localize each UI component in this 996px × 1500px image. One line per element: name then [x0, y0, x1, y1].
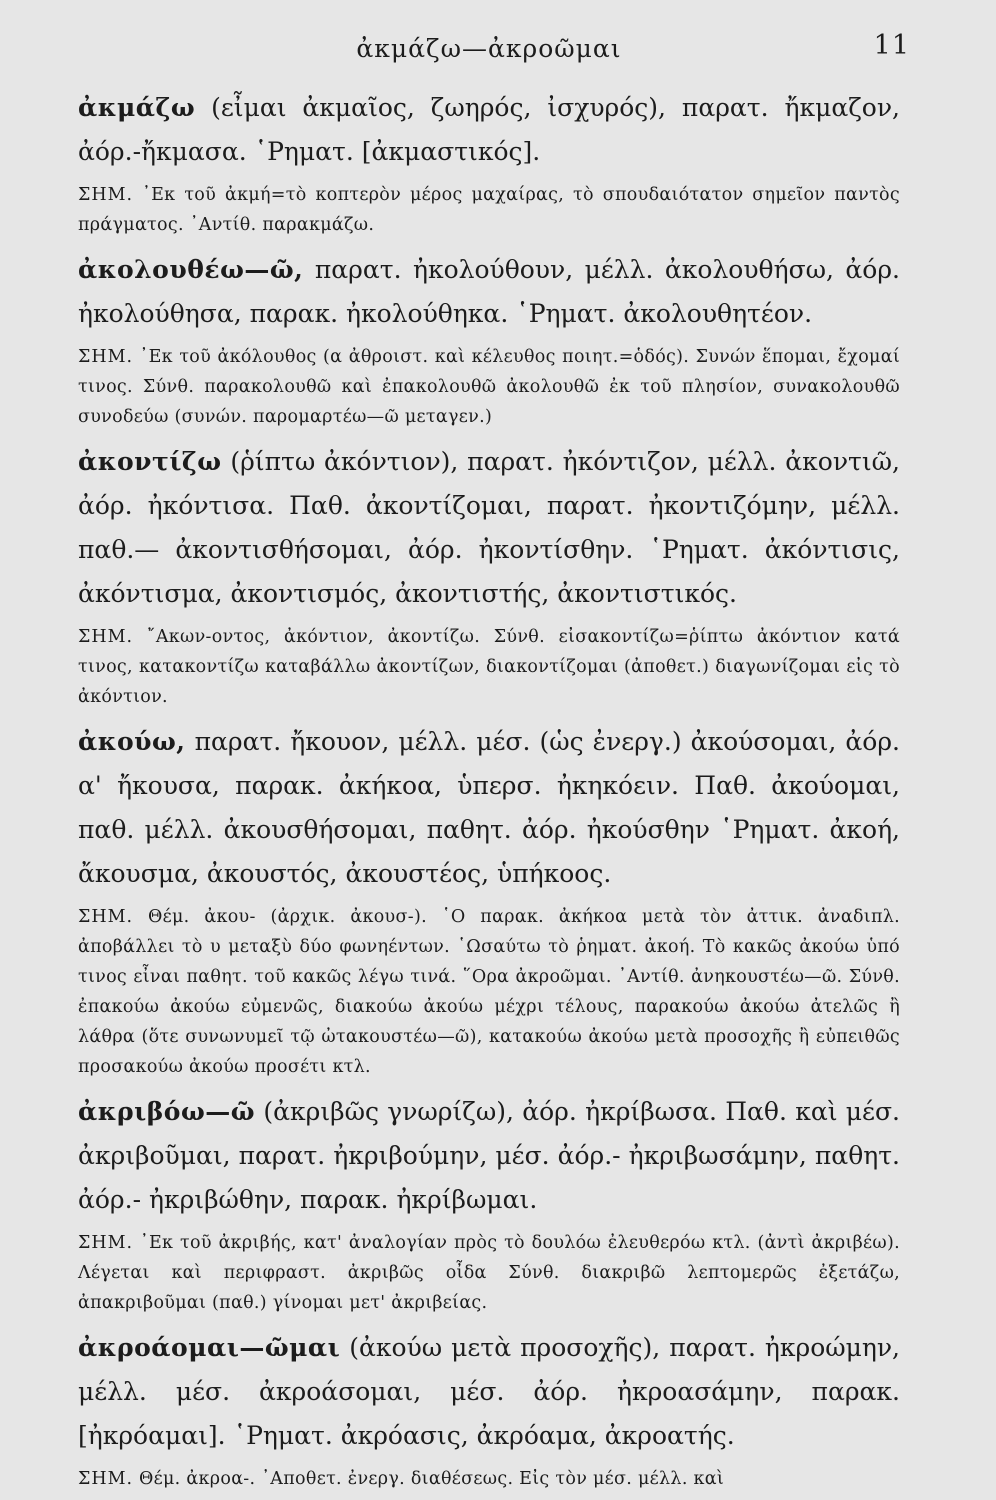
note-label: ΣΗΜ.: [78, 347, 134, 367]
entry-headword: ἀκροάομαι—ῶμαι: [78, 1333, 341, 1362]
note-text: Θέμ. ἀκροα-. ᾿Αποθετ. ἐνεργ. διαθέσεως. Εἰς τὸν μέσ. μέλλ. καὶ: [139, 1469, 725, 1489]
entry-body: (εἶμαι ἀκμαῖος, ζωηρός, ἰσχυρός), παρατ. ἤκμαζον, ἀόρ.-ἤκμασα. ῾Ρηματ. [ἀκμαστικός].: [78, 93, 900, 166]
entry-note: [78, 1228, 900, 1318]
note-label: ΣΗΜ.: [78, 1469, 134, 1489]
entry-body: (ἀκούω μετὰ προσοχῆς), παρατ. ἠκροώμην, μέλλ. μέσ. ἀκροάσομαι, μέσ. ἀόρ. ἠκροασάμην, παρακ. [ἠκρόαμαι]. ῾Ρηματ. ἀκρόασις, ἀκρόαμα, ἀκροατής.: [78, 1333, 901, 1450]
note-label: ΣΗΜ.: [78, 907, 134, 927]
entry-note: [78, 1464, 900, 1494]
entry-note: [78, 342, 900, 432]
entry-body: παρατ. ἠκολούθουν, μέλλ. ἀκολουθήσω, ἀόρ. ἠκολούθησα, παρακ. ἠκολούθηκα. ῾Ρηματ. ἀκολουθητέον.: [78, 255, 900, 328]
entry-headword: ἀκμάζω: [78, 93, 196, 122]
running-header: [78, 26, 910, 78]
header-title: ἀκμάζω—ἀκροῶμαι: [356, 34, 622, 63]
entry-main: [78, 720, 900, 896]
dictionary-entry: [78, 1090, 900, 1318]
entry-headword: ἀκριβόω—ῶ: [78, 1097, 256, 1126]
entry-headword: ἀκολουθέω—ῶ,: [78, 255, 304, 284]
entry-main: [78, 248, 900, 336]
entry-main: [78, 440, 900, 616]
entry-body: (ῥίπτω ἀκόντιον), παρατ. ἠκόντιζον, μέλλ. ἀκοντιῶ, ἀόρ. ἠκόντισα. Παθ. ἀκοντίζομαι, παρατ. ἠκοντιζόμην, μέλλ. παθ.— ἀκοντισθήσομαι, ἀόρ. ἠκοντίσθην. ῾Ρηματ. ἀκόντισις, ἀκόντισμα, ἀκοντισμός, ἀκοντιστής, ἀκοντιστικός.: [78, 447, 900, 608]
dictionary-entry: [78, 440, 900, 712]
entry-note: [78, 902, 900, 1082]
note-text: ᾿Εκ τοῦ ἀκμή=τὸ κοπτερὸν μέρος μαχαίρας, τὸ σπουδαιότατον σημεῖον παντὸς πράγματος. ᾿Αντίθ. παρακμάζω.: [78, 185, 900, 235]
note-text: ᾿Εκ τοῦ ἀκριβής, κατ' ἀναλογίαν πρὸς τὸ δουλόω ἐλευθερόω κτλ. (ἀντὶ ἀκριβέω). Λέγεται καὶ περιφραστ. ἀκριβῶς οἶδα Σύνθ. διακριβῶ λεπτομερῶς ἐξετάζω, ἀπακριβοῦμαι (παθ.) γίνομαι μετ' ἀκριβείας.: [78, 1233, 900, 1313]
entry-main: [78, 86, 900, 174]
note-label: ΣΗΜ.: [78, 627, 134, 647]
note-text: Θέμ. ἀκου- (ἀρχικ. ἀκουσ-). ῾Ο παρακ. ἀκήκοα μετὰ τὸν ἀττικ. ἀναδιπλ. ἀποβάλλει τὸ υ μεταξὺ δύο φωνηέντων. ῾Ωσαύτω τὸ ῥηματ. ἀκοή. Τὸ κακῶς ἀκούω ὑπό τινος εἶναι παθητ. τοῦ κακῶς λέγω τινά. ῞Ορα ἀκροῶμαι. ᾿Αντίθ. ἀνηκουστέω—ῶ. Σύνθ. ἐπακούω ἀκούω εὐμενῶς, διακούω ἀκούω μέχρι τέλους, παρακούω ἀκούω ἀτελῶς ἢ λάθρα (ὅτε συνωνυμεῖ τῷ ὠτακουστέω—ῶ), κατακούω ἀκούω μετὰ προσοχῆς ἢ εὐπειθῶς προσακούω ἀκούω προσέτι κτλ.: [78, 907, 900, 1077]
dictionary-entry: [78, 248, 900, 432]
note-text: ᾿Εκ τοῦ ἀκόλουθος (α ἀθροιστ. καὶ κέλευθος ποιητ.=ὁδός). Συνών ἕπομαι, ἔχομαί τινος. Σύνθ. παρακολουθῶ καὶ ἐπακολουθῶ ἀκολουθῶ ἐκ τοῦ πλησίον, συνακολουθῶ συνοδεύω (συνών. παρομαρτέω—ῶ μεταγεν.): [78, 347, 900, 427]
entry-main: [78, 1090, 900, 1222]
page-number: 11: [873, 30, 910, 61]
dictionary-entry: [78, 720, 900, 1082]
entry-body: παρατ. ἤκουον, μέλλ. μέσ. (ὡς ἐνεργ.) ἀκούσομαι, ἀόρ. α' ἤκουσα, παρακ. ἀκήκοα, ὑπερσ. ἠκηκόειν. Παθ. ἀκούομαι, παθ. μέλλ. ἀκουσθήσομαι, παθητ. ἀόρ. ἠκούσθην ῾Ρηματ. ἀκοή, ἄκουσμα, ἀκουστός, ἀκουστέος, ὑπήκοος.: [78, 727, 900, 888]
dictionary-entry: [78, 86, 900, 240]
note-label: ΣΗΜ.: [78, 185, 134, 205]
entry-note: [78, 622, 900, 712]
entry-main: [78, 1326, 900, 1458]
entry-headword: ἀκούω,: [78, 727, 186, 756]
note-label: ΣΗΜ.: [78, 1233, 134, 1253]
entry-body: (ἀκριβῶς γνωρίζω), ἀόρ. ἠκρίβωσα. Παθ. καὶ μέσ. ἀκριβοῦμαι, παρατ. ἠκριβούμην, μέσ. ἀόρ.- ἠκριβωσάμην, παθητ. ἀόρ.- ἠκριβώθην, παρακ. ἠκρίβωμαι.: [78, 1097, 900, 1214]
dictionary-entry: [78, 1326, 900, 1494]
entry-headword: ἀκοντίζω: [78, 447, 222, 476]
note-text: ῎Ακων-οντος, ἀκόντιον, ἀκοντίζω. Σύνθ. εἰσακοντίζω=ῥίπτω ἀκόντιον κατά τινος, κατακοντίζω καταβάλλω ἀκοντίζων, διακοντίζομαι (ἀποθετ.) διαγωνίζομαι εἰς τὸ ἀκόντιον.: [78, 627, 900, 707]
entry-note: [78, 180, 900, 240]
